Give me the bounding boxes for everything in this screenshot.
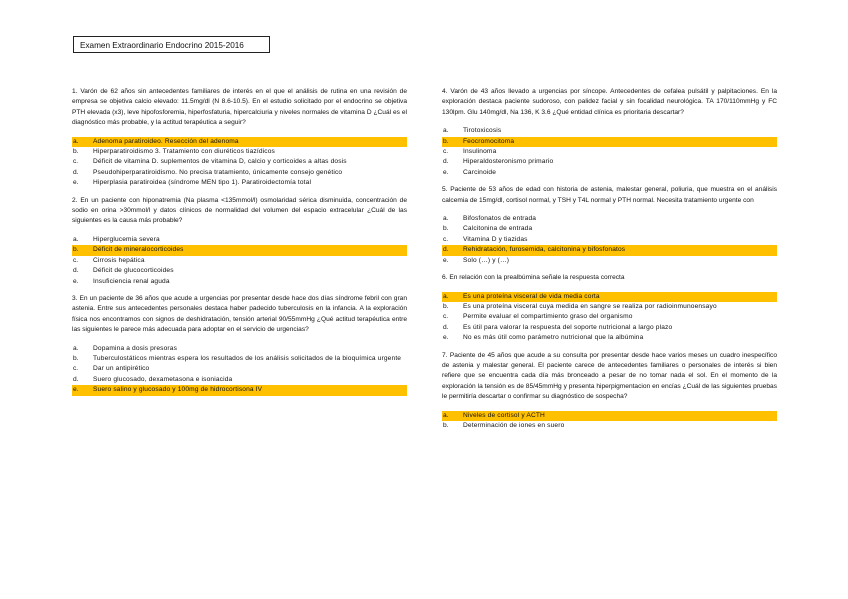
option-text: No es más útil como parámetro nutricional que la albúmina [463,334,644,342]
option-c [442,147,777,157]
question-text: 6. En relación con la prealbúmina señale la respuesta correcta [442,274,625,282]
option-letter: e. [443,168,449,176]
option-text: Es una proteína visceral de vida media corta [463,292,600,300]
option-b [72,147,407,157]
option-letter: e. [73,179,79,187]
option-letter: d. [443,246,449,254]
option-letter: e. [73,386,79,394]
option-letter: e. [443,256,449,264]
option-text: Permite evaluar el compartimiento graso del organismo [463,313,633,321]
option-a [442,214,777,224]
option-d [442,323,777,333]
option-text: Pseudohiperparatiroidismo. No precisa tratamiento, únicamente consejo genético [93,168,343,176]
option-b [442,224,777,234]
option-text: Vitamina D y tiazidas [463,235,528,243]
question-text: 4. Varón de 43 años llevado a urgencias por síncope. Antecedentes de cefalea pulsátil y palpitaciones. En la exploración destaca paciente sudoroso, con palidez facial y sin focalidad neurológica. TA 170/110mmHg y FC 130lpm. Glu 140mg/dl, Na 136, K 3.6 ¿Qué entidad clínica es prioritaria descartar? [442,88,777,116]
option-text: Es una proteína visceral cuya medida en sangre se realiza por radioinmunoensayo [463,302,717,310]
option-e [72,277,407,287]
question-7 [442,351,777,432]
option-letter: b. [443,421,449,429]
option-b [442,137,777,147]
option-e [72,178,407,188]
right-column [442,87,777,438]
option-text: Dar un antipirético [93,365,150,373]
option-letter: c. [443,235,449,243]
option-text: Rehidratación, furosemida, calcitonina y bifosfonatos [463,246,626,254]
option-text: Hiperparatiroidismo 3. Tratamiento con diuréticos tiazídicos [93,148,275,156]
option-letter: c. [73,158,79,166]
option-d [72,375,407,385]
option-text: Carcinoide [463,168,497,176]
option-c [442,312,777,322]
option-letter: b. [73,148,79,156]
question-3 [72,294,407,396]
option-letter: a. [443,215,449,223]
question-text: 2. En un paciente con hiponatremia (Na plasma <135mmol/l) osmolaridad sérica disminuida, concentración de sodio en orina >30mmol/l y datos clínicos de normalidad del volumen del espacio extracelular ¿Cuál de las siguientes es la causa más probable? [72,196,407,225]
option-text: Déficit de vitamina D. suplementos de vitamina D, calcio y corticoides a altas dosis [93,158,347,166]
option-letter: b. [443,137,449,145]
option-letter: d. [73,267,79,275]
options-list [442,214,777,266]
question-4 [442,87,777,178]
option-text: Tirotoxicosis [463,127,502,135]
option-a [72,344,407,354]
left-column [72,87,407,403]
option-b [442,421,777,431]
option-text: Insulinoma [463,148,497,156]
question-text: 7. Paciente de 45 años que acude a su consulta por presentar desde hace varios meses un cuadro inespecífico de astenia y malestar general. El paciente carece de antecedentes familiares o personales de interés si bien refiere que se encuentra cada día más bronceado a pesar de no tomar nada el sol. En el momento de la exploración la tensión es de 85/45mmHg y presenta hiperpigmentacion en encías ¿Cuál de las siguientes pruebas le permitiría descartar o confirmar su diagnóstico de sospecha? [442,351,777,401]
option-c [72,157,407,167]
option-letter: c. [73,256,79,264]
option-text: Solo (…) y (…) [463,256,510,264]
option-a [442,292,777,302]
option-text: Es útil para valorar la respuesta del soporte nutricional a largo plazo [463,323,673,331]
option-letter: d. [73,375,79,383]
option-letter: a. [73,235,79,243]
option-letter: b. [73,246,79,254]
option-letter: b. [443,302,449,310]
option-b [72,354,407,364]
option-letter: d. [443,323,449,331]
option-text: Hiperaldosteronismo primario [463,158,554,166]
option-d [442,157,777,167]
option-d [72,266,407,276]
option-b [442,302,777,312]
option-text: Déficit de mineralocorticoides [93,246,184,254]
option-letter: c. [73,365,79,373]
option-letter: d. [443,158,449,166]
question-text: 5. Paciente de 53 años de edad con historia de astenia, malestar general, poliuria, que muestra en el análisis calcemia de 15mg/dl, cortisol normal, y TSH y T4L normal y PTH normal. Necesita tratamiento urgente con [442,186,777,204]
option-text: Tuberculostáticos mientras espera los resultados de los análisis solicitados de la bioquímica urgente [93,354,402,362]
option-text: Insuficiencia renal aguda [93,277,170,285]
option-e [442,256,777,266]
option-a [442,411,777,421]
option-text: Suero salino y glucosado y 100mg de hidrocortisona IV [93,386,263,394]
option-b [72,245,407,255]
option-letter: e. [443,334,449,342]
options-list [442,292,777,344]
question-text: 3. En un paciente de 36 años que acude a urgencias por presentar desde hace dos días síndrome febril con gran astenia. Entre sus antecedentes personales destaca haber padecido tuberculosis en la infancia. A la exploración física nos encontramos con signos de deshidratación, tensión arterial 90/55mmHg ¿Qué actitud terapéutica entre las siguientes le parece más adecuada para adoptar en el servicio de urgencias? [72,294,407,334]
option-letter: c. [443,148,449,156]
question-2 [72,196,407,287]
option-e [442,168,777,178]
option-c [72,256,407,266]
option-text: Adenoma paratiroideo. Resección del adenoma [93,137,239,145]
option-text: Déficit de glucocorticoides [93,267,174,275]
option-a [72,137,407,147]
options-list [72,235,407,287]
option-a [442,126,777,136]
option-text: Hiperglucemia severa [93,235,160,243]
question-5 [442,185,777,266]
options-list [72,137,407,189]
option-text: Cirrosis hepática [93,256,145,264]
option-letter: a. [443,411,449,419]
option-e [442,333,777,343]
options-list [442,411,777,432]
option-letter: d. [73,168,79,176]
option-c [72,364,407,374]
option-text: Determinación de iones en suero [463,421,565,429]
option-d [442,245,777,255]
option-letter: b. [443,225,449,233]
exam-title: Examen Extraordinario Endocrino 2015-2016 [73,36,270,53]
options-list [72,344,407,396]
question-1 [72,87,407,189]
option-text: Calcitonina de entrada [463,225,533,233]
option-letter: e. [73,277,79,285]
option-a [72,235,407,245]
option-letter: b. [73,354,79,362]
question-6 [442,273,777,343]
option-text: Niveles de cortisol y ACTH [463,411,545,419]
option-letter: a. [443,127,449,135]
option-c [442,235,777,245]
option-letter: a. [73,137,79,145]
question-text: 1. Varón de 62 años sin antecedentes familiares de interés en el que el análisis de rutina en una revisión de empresa se objetiva calcio elevado: 11.5mg/dl (N 8.6-10.5). En el estudio solicitado por el endocrino se objetiva PTH elevada (x3), leve hipofosforemia, hiperfosfaturia, hipercalciuria y niveles normales de vitamina D ¿Cuál es el diagnóstico más probable, y la actitud terapéutica a seguir? [72,88,407,127]
option-e [72,385,407,395]
option-text: Feocromocitoma [463,137,515,145]
options-list [442,126,777,178]
option-text: Dopamina a dosis presoras [93,344,178,352]
option-text: Bifosfonatos de entrada [463,215,537,223]
option-letter: a. [73,344,79,352]
option-text: Hiperplasia paratiroidea (síndrome MEN tipo 1). Paratiroidectomía total [93,179,312,187]
option-letter: a. [443,292,449,300]
option-d [72,168,407,178]
option-text: Suero glucosado, dexametasona e isoniacida [93,375,233,383]
option-letter: c. [443,313,449,321]
